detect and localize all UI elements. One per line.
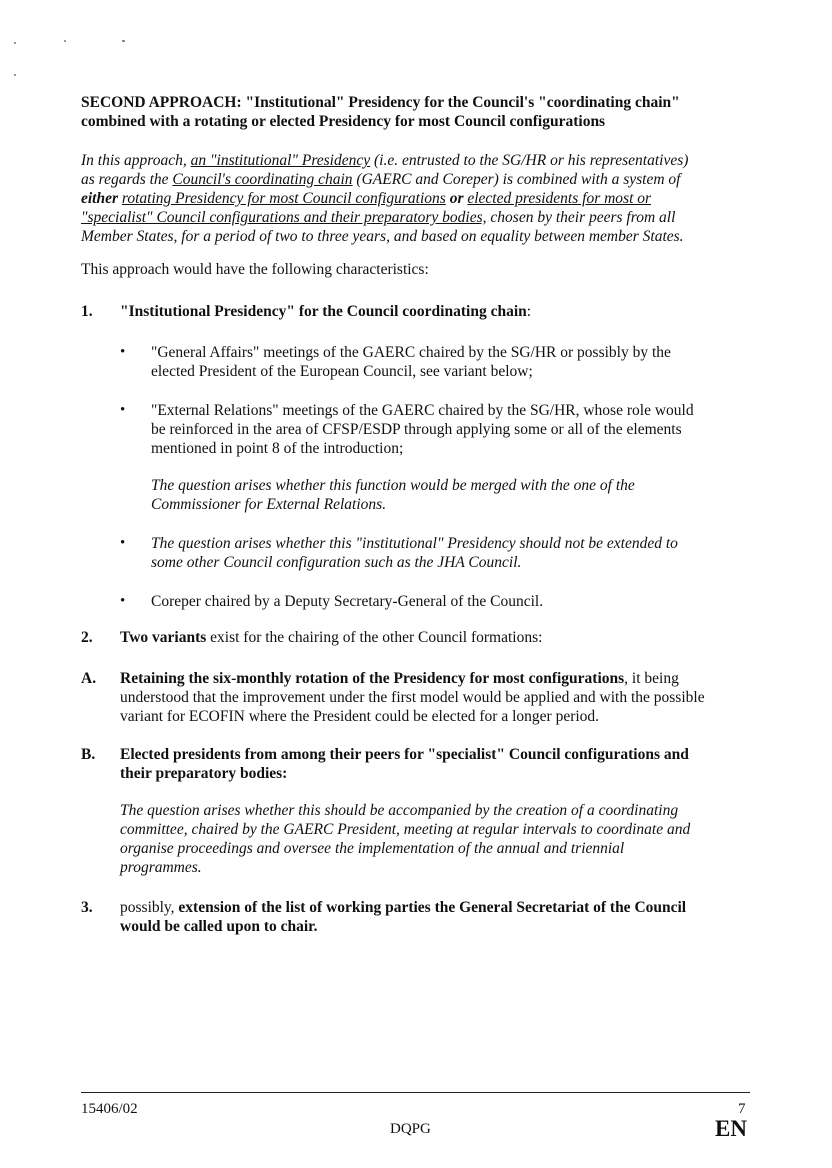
question-note [151,476,761,514]
item-letter: B. [81,746,96,763]
item-number: 3. [81,899,93,916]
note-line: Commissioner for External Relations. [151,496,387,513]
bullet-glyph: • [120,593,126,609]
bullet-glyph: • [120,535,126,551]
bullet-line: The question arises whether this "institutional" Presidency should not be extended to [151,535,678,552]
heading-line: SECOND APPROACH: "Institutional" Presidency for the Council's "coordinating chain" [81,94,680,111]
page-number: 7 [738,1101,746,1117]
language-code: EN [715,1116,747,1141]
note-line: The question arises whether this function would be merged with the one of the [151,477,635,494]
intro-line: Member States, for a period of two to three years, and based on equality between member States. [81,228,684,245]
document-reference: 15406/02 [81,1101,138,1117]
intro-line: In this approach, an "institutional" Presidency (i.e. entrusted to the SG/HR or his representatives) [81,152,689,169]
section-heading [81,93,761,131]
note-line: The question arises whether this should be accompanied by the creation of a coordinating [120,802,679,819]
point3-text [120,898,760,936]
bullet-line: some other Council configuration such as the JHA Council. [151,554,522,571]
pointB-title [120,745,760,783]
pointB-question [120,801,760,877]
scan-speck [64,40,66,42]
department-code: DQPG [390,1121,431,1137]
note-line: committee, chaired by the GAERC President, meeting at regular intervals to coordinate and [120,821,691,838]
pointA-text [120,669,770,726]
bullet-line: mentioned in point 8 of the introduction; [151,440,404,457]
bullet-line: elected President of the European Council, see variant below; [151,363,533,380]
intro-line: as regards the Council's coordinating chain (GAERC and Coreper) is combined with a system of [81,171,681,188]
pointA-line: Retaining the six-monthly rotation of the Presidency for most configurations, it being [120,670,679,687]
bullet-item [151,401,761,458]
intro-line: either rotating Presidency for most Council configurations or elected presidents for most or [81,190,652,207]
pointB-line: Elected presidents from among their peers for "specialist" Council configurations and [120,746,689,763]
pointA-line: understood that the improvement under the first model would be applied and with the possible [120,689,705,706]
note-line: organise proceedings and oversee the implementation of the annual and triennial [120,840,625,857]
scan-speck [14,74,16,76]
pointB-line: their preparatory bodies: [120,765,288,782]
heading-line: combined with a rotating or elected Presidency for most Council configurations [81,113,606,130]
intro-line: "specialist" Council configurations and their preparatory bodies, chosen by their peers from all [81,209,676,226]
bullet-item: Coreper chaired by a Deputy Secretary-General of the Council. [151,593,544,610]
point3-line: would be called upon to chair. [120,918,318,935]
note-line: programmes. [120,859,202,876]
bullet-glyph: • [120,402,126,418]
point1-title: "Institutional Presidency" for the Council coordinating chain: [120,303,532,320]
footer-rule [81,1092,750,1093]
intro-paragraph [81,151,771,246]
characteristics-text: This approach would have the following characteristics: [81,261,429,278]
item-letter: A. [81,670,97,687]
bullet-item [151,343,761,381]
bullet-line: be reinforced in the area of CFSP/ESDP through applying some or all of the elements [151,421,682,438]
point3-line: possibly, extension of the list of working parties the General Secretariat of the Council [120,899,687,916]
bullet-glyph: • [120,344,126,360]
pointA-line: variant for ECOFIN where the President could be elected for a longer period. [120,708,600,725]
item-number: 2. [81,629,93,646]
point2-text: Two variants exist for the chairing of the other Council formations: [120,629,543,646]
scan-speck [122,40,125,42]
bullet-item [151,534,761,572]
item-number: 1. [81,303,93,320]
bullet-line: "External Relations" meetings of the GAERC chaired by the SG/HR, whose role would [151,402,694,419]
bullet-line: "General Affairs" meetings of the GAERC chaired by the SG/HR or possibly by the [151,344,671,361]
scan-speck [14,42,16,44]
